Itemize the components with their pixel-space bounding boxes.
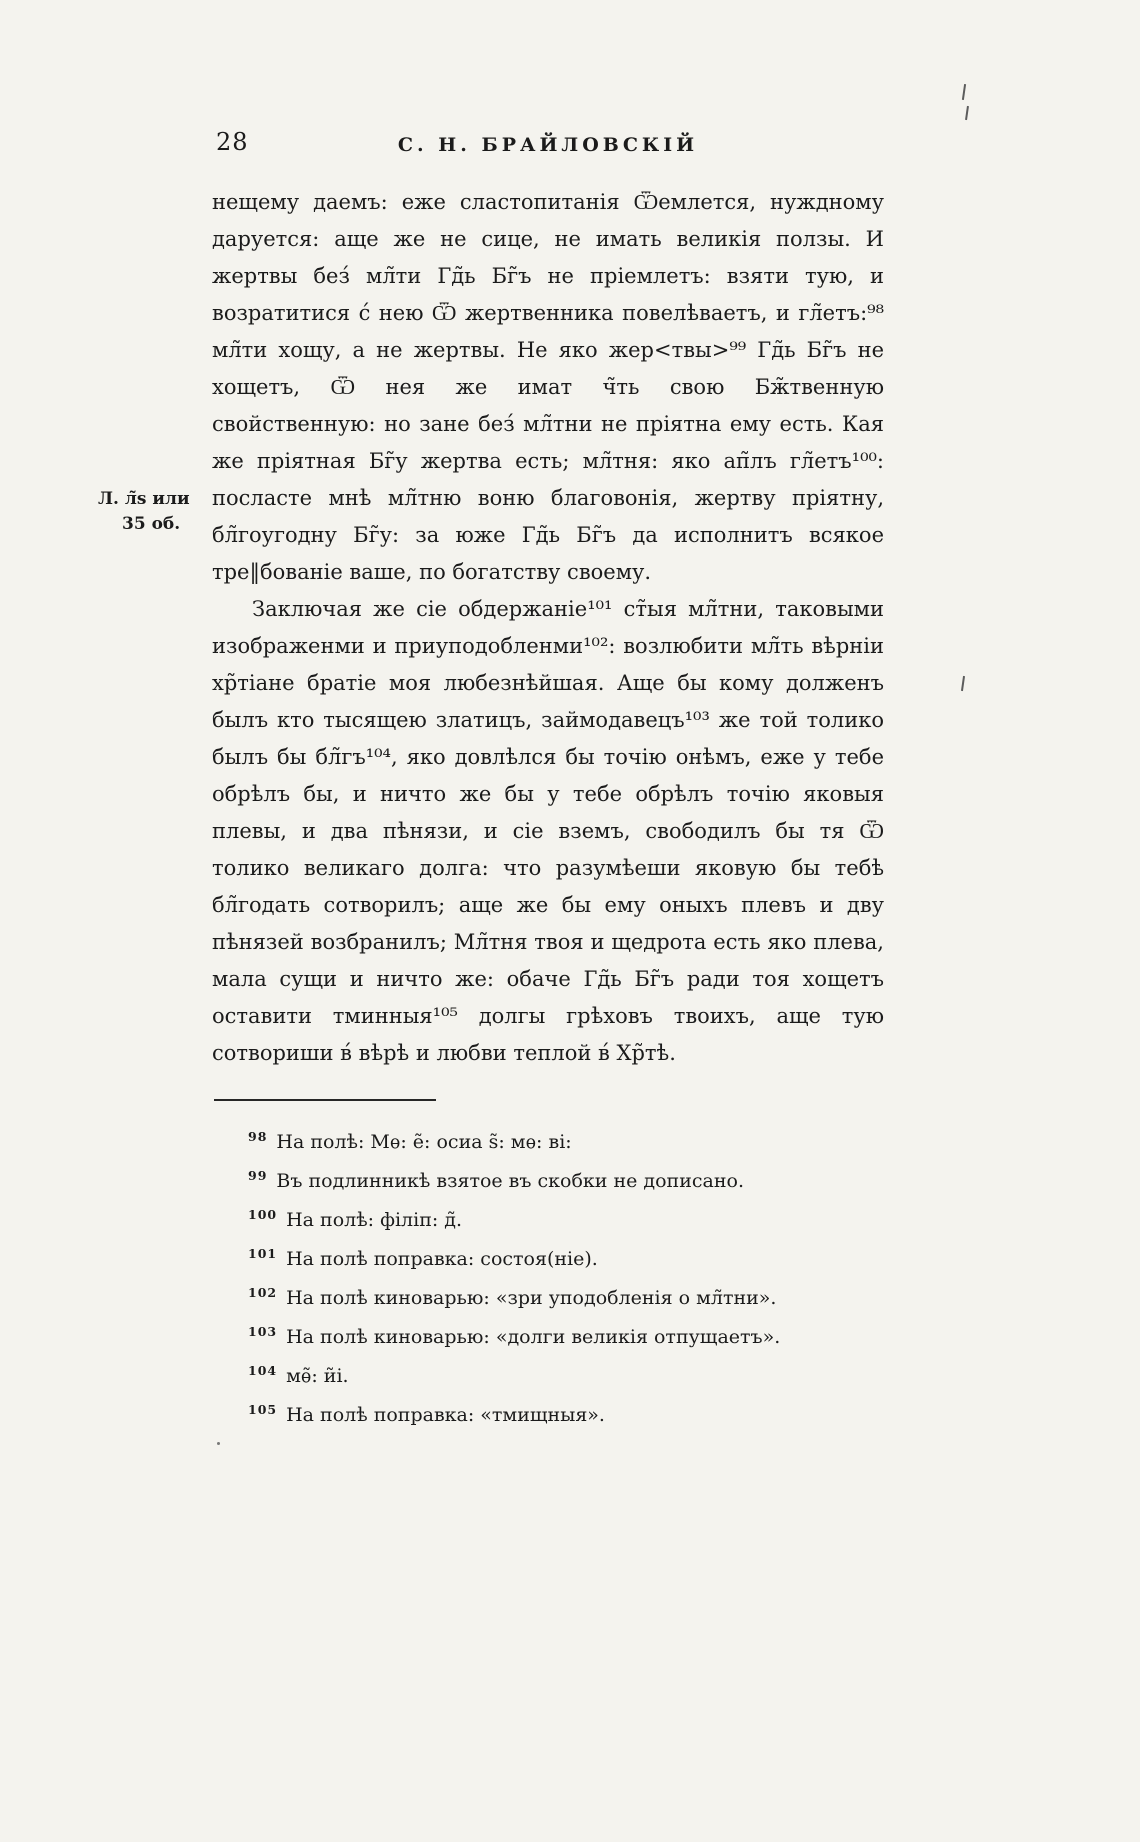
footnote-text: На полѣ поправка: «тмищныя».: [286, 1404, 605, 1426]
margin-note: [98, 487, 208, 537]
footnote: [212, 1159, 884, 1198]
footnote-marker: 105: [248, 1402, 278, 1417]
scan-artifact-mark: [962, 84, 966, 100]
footnote-marker: 103: [248, 1324, 278, 1339]
footnote-text: На полѣ: філіп: д̃.: [286, 1209, 463, 1231]
footnote: [212, 1198, 884, 1237]
paragraph-1: нещему даемъ: еже сластопитанія Ѿемлется, нуждному даруется: аще же не сице, не имать великія ползы. И жертвы без́ мл̃ти Гд̃ь Бг̃ъ не пріемлетъ: взяти тую, и возратитися с́ нею Ѿ жертвенника повелѣваетъ, и гл̃етъ:⁹⁸ мл̃ти хощу, а не жертвы. Не яко жер<твы>⁹⁹ Гд̃ь Бг̃ъ не хощетъ, Ѿ нея же имат ч̃ть свою Бж̃твенную свойственную: но зане без́ мл̃тни не пріятна ему есть. Кая же пріятная Бг̃у жертва есть; мл̃тня: яко ап̃лъ гл̃етъ¹⁰⁰: посласте мнѣ мл̃тню воню благовонія, жертву пріятну, бл̃гоугодну Бг̃у: за юже Гд̃ь Бг̃ъ да исполнитъ всякое тре‖бованіе ваше, по богатству своему.: [212, 190, 884, 584]
footnote-marker: 101: [248, 1246, 278, 1261]
footnote: [212, 1120, 884, 1159]
body-text: [212, 184, 884, 1432]
footnote: [212, 1237, 884, 1276]
footnotes-section: [212, 1120, 884, 1432]
scan-artifact-mark: [965, 106, 969, 120]
scan-artifact-mark: [961, 676, 965, 691]
footnote-text: На полѣ киноварью: «зри уподобленія о мл̃тни».: [286, 1287, 777, 1309]
margin-note-line2: 35 об.: [122, 514, 181, 534]
footnote-marker: 100: [248, 1207, 278, 1222]
paragraph-2: Заключая же сіе обдержаніе¹⁰¹ ст̃ыя мл̃тни, таковыми изображенми и приуподобленми¹⁰²: возлюбити мл̃ть вѣрніи хр̃тіане братіе моя любезнѣйшая. Аще бы кому долженъ былъ кто тысящею златицъ, займодавецъ¹⁰³ же той толико былъ бы бл̃гъ¹⁰⁴, яко довлѣлся бы точію онѣмъ, еже у тебе обрѣлъ бы, и ничто же бы у тебе обрѣлъ точію яковыя плевы, и два пѣнязи, и сіе вземъ, свободилъ бы тя Ѿ толико великаго долга: что разумѣеши яковую бы тебѣ бл̃годать сотворилъ; аще же бы ему оныхъ плевъ и дву пѣнязей возбранилъ; Мл̃тня твоя и щедрота есть яко плева, мала сущи и ничто же: обаче Гд̃ь Бг̃ъ ради тоя хощетъ оставити тминныя¹⁰⁵ долгы грѣховъ твоихъ, аще тую сотвориши в́ вѣрѣ и любви теплой в́ Хр̃тѣ.: [212, 597, 884, 1065]
footnote-marker: 98: [248, 1129, 268, 1144]
footnote: [212, 1354, 884, 1393]
page-number: 28: [216, 128, 249, 156]
footnote-separator-rule: [214, 1099, 436, 1101]
footnote-marker: 104: [248, 1363, 278, 1378]
footnote-text: На полѣ поправка: состоя(ніе).: [286, 1248, 598, 1270]
margin-note-line1: Л. л̃ѕ или: [98, 489, 190, 509]
running-header: С. Н. БРАЙЛОВСКІЙ: [397, 134, 699, 156]
footnote: [212, 1315, 884, 1354]
footnote: [212, 1276, 884, 1315]
footnote-text: На полѣ: Мѳ: е̃: осиа ѕ̃: мѳ: ві:: [276, 1131, 572, 1153]
footnote-marker: 99: [248, 1168, 268, 1183]
footnote: [212, 1393, 884, 1432]
scan-artifact-dot: [217, 1442, 220, 1445]
footnote-text: Въ подлинникѣ взятое въ скобки не дописано.: [276, 1170, 744, 1192]
footnote-marker: 102: [248, 1285, 278, 1300]
footnote-text: На полѣ киноварью: «долги великія отпущаетъ».: [286, 1326, 781, 1348]
footnote-text: мѳ̃: и̃і.: [286, 1365, 349, 1387]
